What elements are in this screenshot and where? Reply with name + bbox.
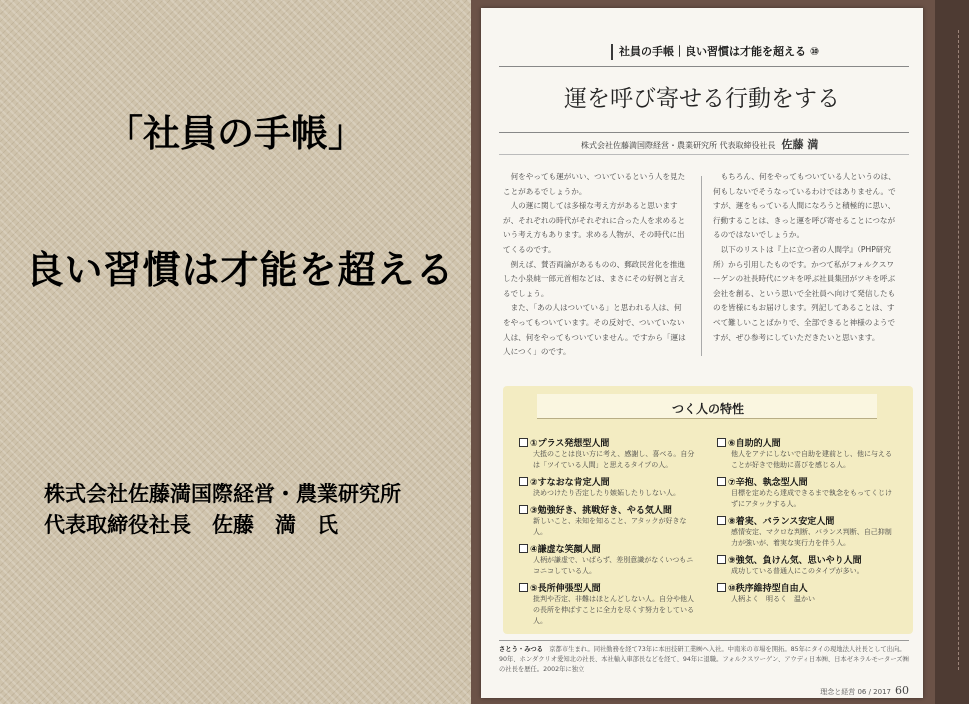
trait-heading: ④謙虚な笑顔人間 [530, 545, 601, 555]
trait-description: 感情安定、マクロな判断、バランス判断、自己抑制力が強いが、着実な実行力を伴う人。 [731, 528, 892, 547]
trait-heading: ⑨強気、負けん気、思いやり人間 [728, 556, 862, 566]
byline [581, 136, 818, 152]
trait-item [519, 475, 699, 499]
trait-item [519, 436, 699, 471]
paragraph: 何をやっても運がいい、ついているという人を見たことがあるでしょうか。 [503, 172, 686, 196]
divider [499, 132, 909, 133]
presenter-organization: 株式会社佐藤満国際経営・農業研究所 [44, 482, 401, 506]
paragraph: 例えば、賛否両論があるものの、郵政民営化を推進した小泉純一郎元首相などは、まさにその好例と言えるでしょう。 [503, 259, 686, 298]
trait-description: 新しいこと、未知を知ること、アタックが好きな人。 [533, 517, 687, 536]
trait-item [717, 514, 897, 549]
binder-stitch [958, 30, 959, 670]
byline-org: 株式会社佐藤満国際経営・農業研究所 代表取締役社長 [581, 141, 776, 150]
trait-description: 批判や否定、非難はほとんどしない人。自分や他人の長所を伸ばすことに全力を尽くす努力をしている人。 [533, 595, 694, 625]
magazine-issue: 理念と経営 06 / 2017 [820, 688, 891, 696]
column-divider [701, 176, 702, 356]
divider [499, 154, 909, 155]
traits-box [503, 386, 913, 634]
trait-heading: ③勉強好き、挑戦好き、やる気人間 [530, 506, 672, 516]
trait-description: 決めつけたり否定したり嫉妬したりしない人。 [533, 489, 680, 497]
article-column-1 [503, 170, 688, 360]
magazine-page [481, 8, 923, 698]
trait-description: 人柄よく 明るく 温かい [731, 595, 815, 603]
checkbox-icon [717, 555, 726, 564]
article-title: 運を呼び寄せる行動をする [564, 86, 840, 112]
checkbox-icon [717, 438, 726, 447]
checkbox-icon [519, 505, 528, 514]
author-profile [499, 645, 909, 675]
trait-heading: ⑩秩序維持型自由人 [728, 584, 808, 594]
trait-heading: ①プラス発想型人間 [530, 439, 610, 449]
checkbox-icon [717, 516, 726, 525]
trait-item [519, 503, 699, 538]
divider [499, 66, 909, 67]
paragraph: 人の運に関しては多様な考え方があると思いますが、それぞれの時代がそれぞれに合った人を求めるという考え方もあります。求める人物が、その時代に出てくるのです。 [503, 201, 686, 254]
presenter-name: 代表取締役社長 佐藤 満 氏 [44, 513, 338, 537]
trait-heading: ⑥自助的人間 [728, 439, 781, 449]
paragraph: また、「あの人はついている」と思われる人は、何をやってもついています。その反対で、ついていない人は、何をやってもついていません。ですから「運は人につく」のです。 [503, 303, 686, 357]
byline-name: 佐藤 満 [781, 138, 819, 151]
checkbox-icon [717, 477, 726, 486]
trait-item [717, 475, 897, 510]
checkbox-icon [519, 544, 528, 553]
checkbox-icon [519, 583, 528, 592]
traits-box-title: つく人の特性 [671, 402, 744, 416]
checkbox-icon [519, 477, 528, 486]
checkbox-icon [519, 438, 528, 447]
trait-heading: ②すなおな肯定人間 [530, 478, 610, 488]
trait-heading: ⑧着実、バランス安定人間 [728, 517, 835, 527]
trait-description: 成功している普通人にこのタイプが多い。 [731, 567, 864, 575]
trait-item [519, 542, 699, 577]
checkbox-icon [717, 583, 726, 592]
slide-title: 「社員の手帳」 [106, 112, 365, 155]
magazine-header: 社員の手帳｜良い習慣は才能を超える ⑩ [611, 44, 814, 60]
divider [499, 640, 909, 641]
page-footer [820, 684, 909, 697]
trait-item [717, 436, 897, 471]
trait-item [717, 581, 897, 605]
left-panel [0, 0, 472, 704]
trait-item [519, 581, 699, 627]
page-number: 60 [895, 684, 909, 697]
article-column-2 [713, 170, 898, 345]
trait-description: 他人をアテにしないで自助を建前とし、他に与えることが好きで他助に喜びを感じる人。 [731, 450, 892, 469]
trait-heading: ⑦辛抱、執念型人間 [728, 478, 808, 488]
paragraph: 以下のリストは『上に立つ者の人間学』（PHP研究所）から引用したものです。かつて私がフォルクスワーゲンの社長時代にツキを呼ぶ社員集団がツキを呼ぶ会社を創る、という思いで全社員へ向けて発信したものを皆様にもお届けします。列記してあることは、すべて難しいことばかりで、全部できると神様のようですが、ぜひ参考にしていただきたいと思います。 [713, 244, 896, 342]
trait-item [717, 553, 897, 577]
paragraph: もちろん、何をやってもついている人というのは、何もしないでそうなっているわけではありません。ですが、運をもっている人間になろうと積極的に思い、行動することは、きっと運を呼び寄せることにつながるのではないでしょうか。 [713, 172, 896, 240]
slide-subtitle: 良い習慣は才能を超える [25, 248, 455, 292]
traits-column-right [717, 436, 897, 609]
trait-description: 目標を定めたら達成できるまで執念をもってくじけずにアタックする人。 [731, 489, 892, 508]
trait-description: 大抵のことは良い方に考え、感謝し、喜べる。自分は「ツイている人間」と思えるタイプの人。 [533, 450, 695, 469]
trait-heading: ⑤長所伸張型人間 [530, 584, 601, 594]
traits-column-left [519, 436, 699, 631]
author-profile-text: 京都市生まれ。同社勤務を経て73年に本田技研工業㈱へ入社。中南米の市場を開拓。85年にタイの現地法人社長として出向。90年、ホンダクリオ愛知北の社長、本社輸入車部長などを経て、94年に退職。フォルクスワーゲン、アウディ日本㈱、日本ゼネラルモーターズ㈱の社長を歴任。2002年に独立 [499, 646, 909, 673]
trait-description: 人柄が謙虚で、いばらず、差別意識がなくいつもニコニコしている人。 [533, 556, 694, 575]
binder-rim [935, 0, 969, 704]
author-profile-name: さとう・みつる [499, 646, 543, 653]
